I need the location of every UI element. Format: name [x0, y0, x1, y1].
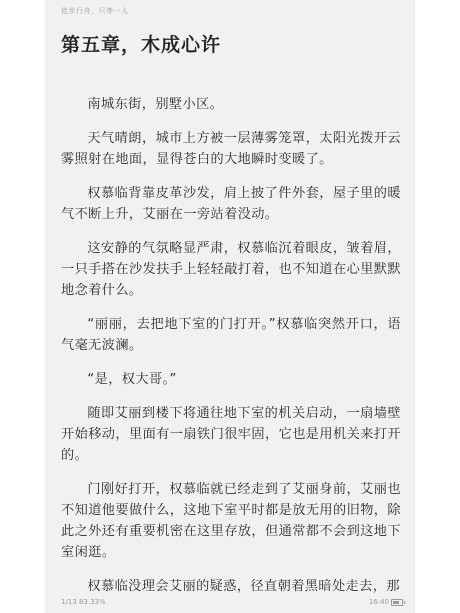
chapter-title: 第五章，木成心许: [61, 34, 222, 56]
paragraph: “是，权大哥。”: [87, 372, 177, 387]
paragraph: 随即艾丽到楼下将通往地下室的机关启动，一扇墙壁开始移动，里面有一扇铁门很牢固，它也是用机关来打开的。: [61, 406, 401, 463]
reader-page[interactable]: [45, 0, 415, 613]
book-title-header: 徒步行舟，只等一人: [61, 7, 129, 15]
paragraph: 南城东街，别墅小区。: [87, 97, 224, 112]
paragraph: 门刚好打开，权慕临就已经走到了艾丽身前，艾丽也不知道他要做什么，这地下室平时都是放无用的旧物，除此之外还有重要机密在这里存放，但通常都不会到这地下室闲逛。: [61, 482, 401, 560]
clock-time: 16:40: [368, 598, 389, 606]
battery-icon: [391, 599, 403, 606]
paragraph: 这安静的气氛略显严肃，权慕临沉着眼皮，皱着眉，一只手搭在沙发扶手上轻轻敲打着，也不知道在心里默默地念着什么。: [61, 241, 401, 298]
page-progress: 1/13 83.33%: [61, 598, 106, 606]
paragraph: 权慕临没理会艾丽的疑惑，径直朝着黑暗处走去，那: [87, 579, 400, 594]
paragraph: 权慕临背靠皮革沙发，肩上披了件外套，屋子里的暖气不断上升，艾丽在一旁站着没动。: [61, 186, 401, 222]
battery-fill: [393, 601, 399, 604]
paragraph: “丽丽，去把地下室的门打开。”权慕临突然开口，语气毫无波澜。: [61, 317, 401, 353]
reader-footer: [61, 598, 403, 608]
chapter-content[interactable]: [61, 94, 401, 610]
paragraph: 天气晴朗，城市上方被一层薄雾笼罩，太阳光拨开云雾照射在地面，显得苍白的大地瞬时变暖了。: [61, 131, 401, 167]
